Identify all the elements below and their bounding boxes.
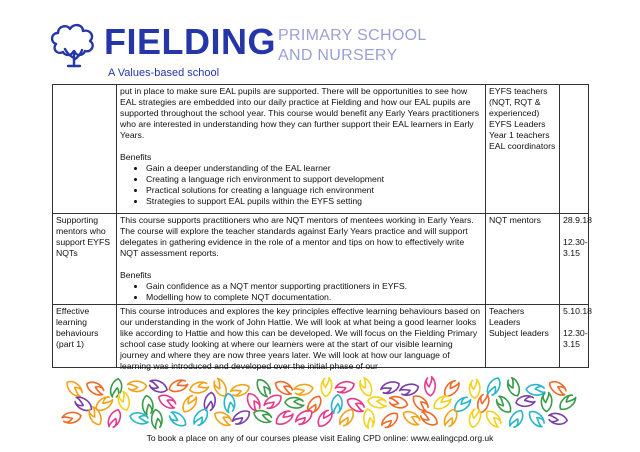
course-time: 12.30-3.15 xyxy=(563,237,588,258)
leaf-icon xyxy=(541,393,551,412)
school-header xyxy=(0,0,640,86)
leaf-icon xyxy=(86,405,104,427)
leaf-icon xyxy=(399,382,420,398)
date-time-cell xyxy=(560,85,589,214)
benefits-heading: Benefits xyxy=(120,152,152,162)
leaf-icon xyxy=(212,409,234,428)
leaf-icon xyxy=(244,391,263,413)
benefits-list xyxy=(120,281,482,303)
leaf-icon xyxy=(167,378,189,395)
leaf-icon xyxy=(526,384,545,395)
audience-cell xyxy=(486,214,560,305)
leaf-icon xyxy=(285,397,305,408)
course-title-cell xyxy=(53,214,117,305)
leaf-icon xyxy=(467,408,482,429)
table-row xyxy=(53,305,589,368)
leaf-icon xyxy=(128,381,147,392)
audience-cell xyxy=(486,85,560,214)
leaf-icon xyxy=(357,376,374,398)
course-description: This course supports practitioners who are NQT mentors of mentees working in Early Years. The course will explore the teacher standards against Early Years practice and will support delegates in gathering evidence in the role of a mentor and tips on how to effectively write NQT assessment reports. xyxy=(120,215,474,258)
list-item: • Practical solutions for creating a language rich environment xyxy=(146,185,482,196)
leaf-icon xyxy=(116,391,131,412)
leaf-icon xyxy=(505,376,522,398)
course-title-cell xyxy=(53,85,117,214)
course-description: This course introduces and explores the key principles effective learning behaviours based on our understanding in the work of John Hattie. We will look at what being a good learner looks like according to Hattie and how this can be developed. We will focus on the Fielding Primary school case study looking at where our learners were at the start of our visible learning journey and where they are now three years later. We will look at how our language of learning was introduced and developed over the initial phase of our xyxy=(120,306,481,371)
list-item: • Strategies to support EAL pupils within the EYFS setting xyxy=(146,196,482,207)
leaf-icon xyxy=(180,393,199,415)
leaf-icon xyxy=(305,394,324,416)
audience-cell xyxy=(486,305,560,368)
leaf-icon xyxy=(494,394,514,415)
course-title: Effective learning behaviours (part 1) xyxy=(56,306,99,349)
leaf-icon xyxy=(273,408,294,428)
leaf-icon xyxy=(469,379,480,398)
leaf-icon xyxy=(109,378,123,399)
course-date: 28.9.18 xyxy=(563,215,592,225)
leaf-icon xyxy=(321,377,332,397)
leaf-icon xyxy=(73,395,95,414)
school-subtitle-line2: AND NURSERY xyxy=(278,47,398,64)
table-row xyxy=(53,85,589,214)
list-item: • Gain confidence as a NQT mentor supporting practitioners in EYFS. xyxy=(146,281,482,292)
date-time-cell xyxy=(560,305,592,368)
leaf-icon xyxy=(483,408,504,429)
date-time-cell xyxy=(560,214,592,305)
course-description: put in place to make sure EAL pupils are supported. There will be opportunities to see how EAL strategies are embedded into our daily practice at Fielding and how our EAL pupils are supported throughout the school year. This course would benefit any Early Years practitioners who are interested in understanding how they can further support their EAL learners in Early Years. xyxy=(120,86,480,140)
leaf-icon xyxy=(254,377,273,399)
leaf-icon xyxy=(410,393,431,414)
audience-item: Subject leaders xyxy=(489,328,549,338)
audience-item: Year 1 teachers xyxy=(489,130,550,140)
benefits-list xyxy=(120,163,482,207)
course-description-cell xyxy=(117,305,486,371)
table-row xyxy=(53,214,589,305)
leaf-icon xyxy=(84,379,106,397)
audience-item: EYFS teachers (NQT, RQT & experienced) xyxy=(489,86,548,118)
leaf-icon xyxy=(334,379,355,395)
leaf-icon xyxy=(293,383,314,397)
leaf-icon xyxy=(362,408,375,428)
leaf-icon xyxy=(401,409,423,428)
list-item: • Gain a deeper understanding of the EAL learner xyxy=(146,163,482,174)
audience-item: NQT mentors xyxy=(489,215,541,225)
leaf-icon xyxy=(141,395,154,415)
decorative-leaf-band xyxy=(64,378,576,428)
leaf-icon xyxy=(294,407,315,427)
school-subtitle-line1: PRIMARY SCHOOL xyxy=(278,27,427,44)
list-item: • Creating a language rich environment to support development xyxy=(146,174,482,185)
booking-footer: To book a place on any of our courses please visit Ealing CPD online: www.ealingcpd.org.uk xyxy=(146,433,494,443)
course-time: 12.30-3.15 xyxy=(563,328,588,349)
leaf-icon xyxy=(64,378,85,398)
course-date: 5.10.18 xyxy=(563,306,592,316)
course-table xyxy=(52,84,592,371)
audience-item: EYFS Leaders xyxy=(489,119,546,129)
course-title-cell xyxy=(53,305,117,368)
leaf-icon xyxy=(548,412,568,425)
leaf-icon xyxy=(380,410,401,431)
leaf-icon xyxy=(388,395,409,410)
leaf-icon xyxy=(380,379,402,396)
leaf-icon xyxy=(526,408,547,429)
leaf-icon xyxy=(424,377,435,397)
benefits-heading: Benefits xyxy=(120,270,152,280)
course-description-cell xyxy=(117,85,486,214)
course-title: Supporting mentors who support EYFS NQTs xyxy=(56,215,111,258)
audience-item: Leaders xyxy=(489,317,521,327)
leaf-icon xyxy=(331,394,343,414)
leaf-icon xyxy=(188,380,209,395)
leaf-icon xyxy=(156,392,178,410)
leaf-icon xyxy=(367,396,388,410)
leaf-icon xyxy=(442,407,459,429)
audience-item: EAL coordinators xyxy=(489,141,556,151)
leaf-icon xyxy=(452,394,473,414)
leaf-icon xyxy=(191,406,210,428)
leaf-icon xyxy=(418,409,440,428)
leaf-icon xyxy=(148,378,169,395)
leaf-icon xyxy=(273,379,295,397)
leaf-icon xyxy=(61,411,82,425)
leaf-icon xyxy=(106,408,123,430)
school-tagline: A Values-based school xyxy=(108,67,220,79)
leaf-icon xyxy=(93,394,114,414)
course-description-cell xyxy=(117,214,486,305)
audience-item: Teachers xyxy=(489,306,525,316)
school-name: FIELDING xyxy=(104,21,276,62)
tree-logo-icon xyxy=(48,22,100,68)
list-item: • Modelling how to complete NQT documentation. xyxy=(146,292,482,303)
leaf-icon xyxy=(515,394,536,408)
